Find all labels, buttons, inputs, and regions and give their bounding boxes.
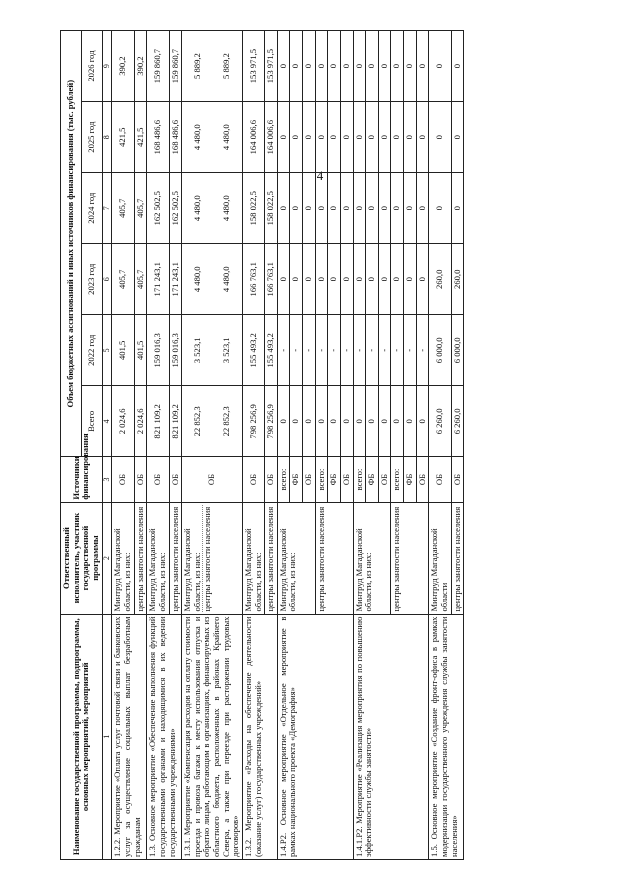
cell-value: 0 bbox=[378, 102, 391, 173]
cell-value: 421,5 bbox=[112, 102, 134, 173]
header-executor: Ответственный исполнитель, участник государственной программы bbox=[61, 502, 103, 614]
row-source: ФБ bbox=[290, 457, 303, 502]
cell-value: 0 bbox=[328, 102, 341, 173]
cell-value: 401,5 bbox=[134, 315, 147, 386]
row-executor: центры занятости населения bbox=[169, 502, 182, 614]
cell-value: 0 bbox=[328, 244, 341, 315]
cell-value: 0 bbox=[315, 244, 328, 315]
cell-value-sub: 22 852,3 bbox=[220, 406, 231, 437]
cell-value: 0 bbox=[277, 244, 290, 315]
row-executor: Минтруд Магаданской области, из них: bbox=[112, 502, 134, 614]
row-source: ОБ bbox=[134, 457, 147, 502]
cell-value: - bbox=[366, 315, 379, 386]
cell-value: 0 bbox=[328, 173, 341, 244]
cell-value: - bbox=[315, 315, 328, 386]
cell-value: 0 bbox=[404, 31, 417, 102]
cell-value: 0 bbox=[378, 244, 391, 315]
cell-value: 0 bbox=[303, 31, 316, 102]
cell-value: 0 bbox=[429, 31, 451, 102]
cell-value: 155 493,2 bbox=[242, 315, 264, 386]
row-executor: Минтруд Магаданской области, из них: bbox=[147, 502, 169, 614]
row-source: ОБ bbox=[112, 457, 134, 502]
header-year: 2023 год bbox=[81, 244, 102, 315]
row-name: 1.4.Р2. Основное мероприятие «Отдельное мероприятие в рамках национального проекта «Демография» bbox=[277, 614, 353, 859]
cell-value: 2 024,6 bbox=[134, 386, 147, 457]
cell-value: 0 bbox=[303, 244, 316, 315]
col-number: 1 bbox=[102, 614, 112, 859]
cell-value: 158 022,5 bbox=[265, 173, 278, 244]
row-source: ОБ bbox=[340, 457, 353, 502]
cell-value: 0 bbox=[391, 244, 404, 315]
cell-value: - bbox=[353, 315, 366, 386]
cell-value: 0 bbox=[277, 31, 290, 102]
cell-value: 0 bbox=[404, 244, 417, 315]
col-number: 2 bbox=[102, 502, 112, 614]
col-number: 8 bbox=[102, 102, 112, 173]
row-name: 1.4.1.Р2. Мероприятие «Реализация мероприятия по повышению эффективности службы занятости» bbox=[353, 614, 429, 859]
cell-value: 0 bbox=[290, 386, 303, 457]
cell-value: 0 bbox=[366, 173, 379, 244]
cell-value: 0 bbox=[391, 102, 404, 173]
cell-value-main: 22 852,3 bbox=[191, 406, 202, 437]
table-row bbox=[429, 31, 451, 860]
cell-value: 0 bbox=[340, 244, 353, 315]
cell-value: 153 971,5 bbox=[242, 31, 264, 102]
cell-value: 168 486,6 bbox=[169, 102, 182, 173]
cell-value: 0 bbox=[404, 173, 417, 244]
cell-value: 0 bbox=[303, 173, 316, 244]
cell-value: 405,7 bbox=[112, 173, 134, 244]
cell-value: 6 000,0 bbox=[451, 315, 464, 386]
cell-value: - bbox=[290, 315, 303, 386]
row-source: всего: bbox=[391, 457, 404, 502]
row-source: всего: bbox=[353, 457, 366, 502]
cell-value-sub: 4 480,0 bbox=[220, 195, 231, 222]
cell-value: 0 bbox=[328, 31, 341, 102]
col-number: 3 bbox=[102, 457, 112, 502]
cell-value: 6 260,0 bbox=[429, 386, 451, 457]
row-source: ОБ bbox=[303, 457, 316, 502]
row-name: 1.3.1. Мероприятие «Компенсация расходов на оплату стоимости проезда и провоза багажа к месту использования отпуска и обратно лицам, работающим в организациях, финансируемых из областного бюджета, расположенных в районах Крайнего Севера, а также при переезде при расторжении трудовых договоров» bbox=[182, 614, 243, 859]
header-amount: Объем бюджетных ассигнований и иных источников финансирования (тыс. рублей) bbox=[61, 31, 82, 457]
header-year: 2025 год bbox=[81, 102, 102, 173]
cell-value: 0 bbox=[315, 173, 328, 244]
cell-value: 162 502,5 bbox=[169, 173, 182, 244]
cell-value: 0 bbox=[429, 102, 451, 173]
cell-value: 159 860,7 bbox=[169, 31, 182, 102]
cell-value: 6 260,0 bbox=[451, 386, 464, 457]
cell-value: 0 bbox=[378, 31, 391, 102]
cell-value: 159 016,3 bbox=[147, 315, 169, 386]
cell-value: 405,7 bbox=[134, 244, 147, 315]
cell-value bbox=[182, 315, 243, 386]
multi-source-rows bbox=[277, 31, 429, 860]
row-name: 1.3.2. Мероприятие «Расходы на обеспечение деятельности (оказание услуг) государственных учреждений» bbox=[242, 614, 277, 859]
row-name: 1.3. Основное мероприятие «Обеспечение выполнения функций государственными органами и находящимися в их ведении государственными учреждениями» bbox=[147, 614, 182, 859]
cell-value: - bbox=[328, 315, 341, 386]
cell-value: - bbox=[404, 315, 417, 386]
header-year: 2022 год bbox=[81, 315, 102, 386]
budget-table bbox=[60, 30, 464, 860]
cell-value: 0 bbox=[366, 31, 379, 102]
cell-value: 798 256,9 bbox=[265, 386, 278, 457]
cell-value: 171 243,1 bbox=[169, 244, 182, 315]
row-executor bbox=[182, 502, 243, 614]
cell-value: 0 bbox=[416, 386, 429, 457]
cell-value: 0 bbox=[303, 102, 316, 173]
cell-value: 168 486,6 bbox=[147, 102, 169, 173]
cell-value: 0 bbox=[416, 102, 429, 173]
row-source: ОБ bbox=[416, 457, 429, 502]
cell-value: - bbox=[277, 315, 290, 386]
cell-value: 155 493,2 bbox=[265, 315, 278, 386]
cell-value: 153 971,5 bbox=[265, 31, 278, 102]
cell-value: 0 bbox=[353, 173, 366, 244]
cell-value: 164 006,6 bbox=[265, 102, 278, 173]
header-source: Источники финансирования bbox=[61, 457, 103, 502]
header-year: 2024 год bbox=[81, 173, 102, 244]
col-number: 9 bbox=[102, 31, 112, 102]
cell-value: 821 109,2 bbox=[147, 386, 169, 457]
row-executor: Минтруд Магаданской области, из них: bbox=[277, 502, 315, 614]
cell-value: 0 bbox=[303, 386, 316, 457]
row-source: всего: bbox=[315, 457, 328, 502]
cell-value: 0 bbox=[340, 31, 353, 102]
row-source: ОБ bbox=[169, 457, 182, 502]
cell-value: 0 bbox=[353, 386, 366, 457]
row-name: 1.2.2. Мероприятие «Оплата услуг почтовой связи и банковских услуг за осуществление социальных выплат безработным гражданам bbox=[112, 614, 147, 859]
cell-value: 0 bbox=[277, 173, 290, 244]
cell-value: 390,2 bbox=[134, 31, 147, 102]
cell-value: 166 763,1 bbox=[265, 244, 278, 315]
cell-value: 0 bbox=[404, 386, 417, 457]
cell-value bbox=[182, 31, 243, 102]
row-executor: центры занятости населения bbox=[134, 502, 147, 614]
cell-value: 401,5 bbox=[112, 315, 134, 386]
cell-value-sub: 5 889,2 bbox=[220, 53, 231, 79]
page-number: 4 bbox=[316, 168, 324, 183]
cell-value: 0 bbox=[290, 244, 303, 315]
cell-value: 158 022,5 bbox=[242, 173, 264, 244]
cell-value: - bbox=[340, 315, 353, 386]
cell-value: - bbox=[391, 315, 404, 386]
table-row bbox=[242, 31, 264, 860]
cell-value: 2 024,6 bbox=[112, 386, 134, 457]
cell-value: 166 763,1 bbox=[242, 244, 264, 315]
cell-value: 0 bbox=[277, 386, 290, 457]
cell-value: 0 bbox=[451, 102, 464, 173]
cell-value: 159 016,3 bbox=[169, 315, 182, 386]
cell-value: 0 bbox=[315, 386, 328, 457]
row-source: ФБ bbox=[366, 457, 379, 502]
cell-value: 6 000,0 bbox=[429, 315, 451, 386]
row-executor: Минтруд Магаданской области, из них: bbox=[242, 502, 264, 614]
cell-value: 0 bbox=[366, 244, 379, 315]
row-executor: центры занятости населения bbox=[265, 502, 278, 614]
cell-value bbox=[182, 102, 243, 173]
row-executor: Минтруд Магаданской области, из них: bbox=[353, 502, 391, 614]
table-row bbox=[353, 31, 366, 860]
cell-value: 0 bbox=[353, 244, 366, 315]
row-name: 1.5. Основное мероприятие «Создание фронт-офиса в рамках модернизации государственного учреждения службы занятости населения» bbox=[429, 614, 464, 859]
header-total: Всего bbox=[81, 386, 102, 457]
cell-value: 0 bbox=[416, 244, 429, 315]
cell-value: 0 bbox=[451, 173, 464, 244]
col-number: 5 bbox=[102, 315, 112, 386]
cell-value: 0 bbox=[340, 386, 353, 457]
cell-value: 405,7 bbox=[112, 244, 134, 315]
row-source: ОБ bbox=[242, 457, 264, 502]
cell-value: 0 bbox=[404, 102, 417, 173]
cell-value-main: 5 889,2 bbox=[191, 53, 202, 79]
cell-value: 0 bbox=[353, 102, 366, 173]
cell-value: 0 bbox=[451, 31, 464, 102]
cell-value: 0 bbox=[366, 386, 379, 457]
cell-value-sub: 3 523,1 bbox=[220, 337, 231, 364]
rotated-table-wrapper bbox=[60, 30, 610, 860]
table-row bbox=[182, 31, 243, 860]
col-number: 7 bbox=[102, 173, 112, 244]
row-source: ОБ bbox=[147, 457, 169, 502]
cell-value-main: 3 523,1 bbox=[191, 337, 202, 364]
cell-value: - bbox=[378, 315, 391, 386]
cell-value: 159 860,7 bbox=[147, 31, 169, 102]
col-number: 6 bbox=[102, 244, 112, 315]
cell-value: 0 bbox=[315, 31, 328, 102]
cell-value: 0 bbox=[277, 102, 290, 173]
cell-value: 164 006,6 bbox=[242, 102, 264, 173]
cell-value: 0 bbox=[378, 386, 391, 457]
row-source: ОБ bbox=[378, 457, 391, 502]
cell-value: 390,2 bbox=[112, 31, 134, 102]
cell-value: 0 bbox=[353, 31, 366, 102]
row-source: ФБ bbox=[328, 457, 341, 502]
row-source: ОБ bbox=[265, 457, 278, 502]
table-row bbox=[112, 31, 134, 860]
row-executor: Минтруд Магаданской области bbox=[429, 502, 451, 614]
cell-value bbox=[182, 173, 243, 244]
cell-value: 0 bbox=[391, 31, 404, 102]
cell-value: 260,0 bbox=[429, 244, 451, 315]
cell-value: 0 bbox=[340, 173, 353, 244]
row-source: ОБ bbox=[451, 457, 464, 502]
cell-value: 0 bbox=[340, 102, 353, 173]
table-row bbox=[147, 31, 169, 860]
col-number: 4 bbox=[102, 386, 112, 457]
cell-value: 405,7 bbox=[134, 173, 147, 244]
cell-value-sub: 4 480,0 bbox=[220, 124, 231, 151]
cell-value: 0 bbox=[391, 173, 404, 244]
cell-value: 171 243,1 bbox=[147, 244, 169, 315]
cell-value: 0 bbox=[378, 173, 391, 244]
row-executor: центры занятости населения bbox=[451, 502, 464, 614]
front-office-rows bbox=[429, 31, 464, 860]
cell-value: 162 502,5 bbox=[147, 173, 169, 244]
row-executor: центры занятости населения bbox=[391, 502, 429, 614]
cell-value bbox=[182, 386, 243, 457]
row-executor-main: Минтруд Магаданской области, из них: bbox=[182, 528, 202, 612]
cell-value-main: 4 480,0 bbox=[191, 266, 202, 293]
cell-value: 0 bbox=[290, 173, 303, 244]
cell-value-main: 4 480,0 bbox=[191, 195, 202, 222]
cell-value: 0 bbox=[315, 102, 328, 173]
row-executor-sub: центры занятости населения bbox=[202, 505, 213, 612]
cell-value: 260,0 bbox=[451, 244, 464, 315]
cell-value: 0 bbox=[391, 386, 404, 457]
row-source: ОБ bbox=[182, 457, 243, 502]
cell-value: 0 bbox=[290, 31, 303, 102]
cell-value-main: 4 480,0 bbox=[191, 124, 202, 151]
cell-value-sub: 4 480,0 bbox=[220, 266, 231, 293]
cell-value: - bbox=[303, 315, 316, 386]
cell-value: 798 256,9 bbox=[242, 386, 264, 457]
cell-value: - bbox=[416, 315, 429, 386]
row-source: ОБ bbox=[429, 457, 451, 502]
cell-value: 421,5 bbox=[134, 102, 147, 173]
cell-value: 821 109,2 bbox=[169, 386, 182, 457]
cell-value: 0 bbox=[416, 173, 429, 244]
table-row bbox=[277, 31, 290, 860]
cell-value: 0 bbox=[416, 31, 429, 102]
row-executor: центры занятости населения bbox=[315, 502, 353, 614]
row-source: ФБ bbox=[404, 457, 417, 502]
header-name: Наименование государственной программы, подпрограммы, основных мероприятий, мероприятий bbox=[61, 614, 103, 859]
cell-value bbox=[182, 244, 243, 315]
cell-value: 0 bbox=[290, 102, 303, 173]
header-year: 2026 год bbox=[81, 31, 102, 102]
row-source: всего: bbox=[277, 457, 290, 502]
cell-value: 0 bbox=[328, 386, 341, 457]
cell-value: 0 bbox=[429, 173, 451, 244]
cell-value: 0 bbox=[366, 102, 379, 173]
